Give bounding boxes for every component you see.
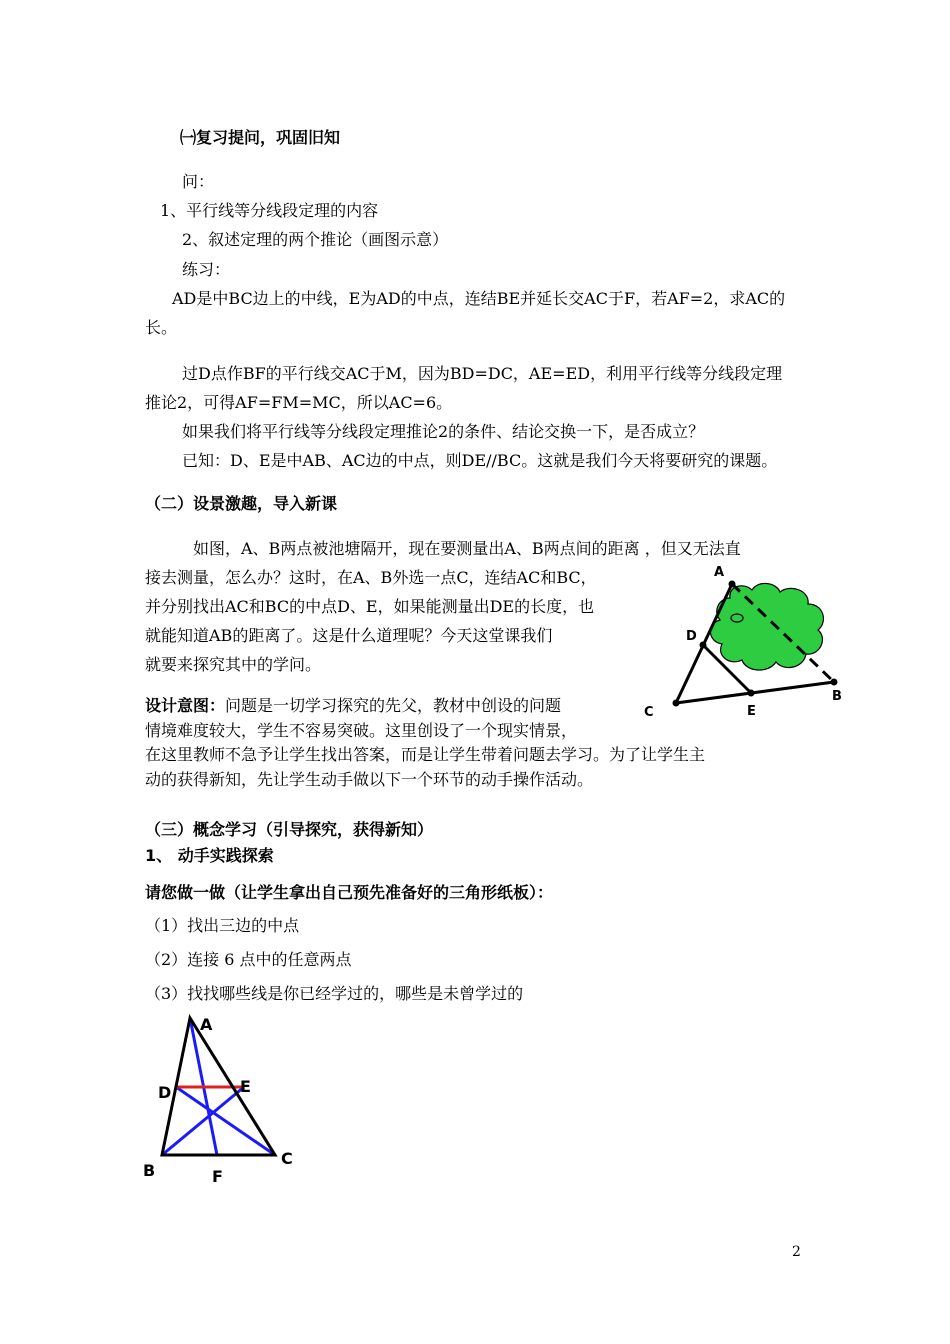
point-e	[748, 690, 755, 697]
task-step-2: （2）连接 6 点中的任意两点	[145, 950, 352, 969]
pond-triangle-figure	[640, 560, 850, 720]
design-intent-line-2: 情境难度较大，学生不容易突破。这里创设了一个现实情景，	[145, 721, 578, 740]
point-c	[673, 700, 680, 707]
label-a: A	[200, 1015, 213, 1034]
scenario-line-5: 就要来探究其中的学问。	[145, 655, 322, 674]
label-f: F	[212, 1167, 223, 1186]
section1-heading: ㈠复习提问，巩固旧知	[180, 128, 341, 147]
segment-cb	[676, 682, 834, 703]
midpoint-triangle-figure	[140, 1010, 310, 1190]
section3-subheading: 1、 动手实践探索	[145, 846, 274, 865]
design-intent-label: 设计意图：	[145, 696, 226, 715]
page-number: 2	[792, 1244, 801, 1260]
label-d: D	[686, 629, 697, 644]
solution-line-1: 过D点作BF的平行线交AC于M，因为BD=DC，AE=ED，利用平行线等分线段定理	[182, 364, 783, 383]
point-b	[831, 679, 838, 686]
task-step-3: （3）找找哪些线是你已经学过的，哪些是未曾学过的	[145, 984, 524, 1003]
label-d: D	[158, 1083, 172, 1102]
label-a: A	[714, 565, 725, 580]
question-1: 1、平行线等分线段定理的内容	[160, 201, 379, 220]
section2-heading: （二）设景激趣，导入新课	[145, 494, 338, 513]
transition-line-1: 如果我们将平行线等分线段定理推论2的条件、结论交换一下，是否成立？	[182, 422, 705, 441]
scenario-line-4: 就能知道AB的距离了。这是什么道理呢？今天这堂课我们	[145, 626, 553, 645]
label-b: B	[143, 1161, 156, 1180]
design-intent-line-1	[145, 694, 561, 718]
solution-line-2: 推论2，可得AF=FM=MC，所以AC=6。	[145, 393, 453, 412]
label-e: E	[747, 704, 756, 719]
scenario-line-3: 并分别找出AC和BC的中点D、E，如果能测量出DE的长度，也	[145, 597, 595, 616]
median-c-d	[176, 1087, 275, 1155]
section3-heading: （三）概念学习（引导探究，获得新知）	[145, 820, 434, 839]
point-d	[700, 642, 707, 649]
transition-line-2: 已知：D、E是中AB、AC边的中点，则DE//BC。这就是我们今天将要研究的课题。	[182, 451, 778, 470]
problem-line-1: AD是中BC边上的中线，E为AD的中点，连结BE并延长交AC于F，若AF=2，求AC的	[172, 289, 786, 308]
label-e: E	[240, 1077, 251, 1096]
problem-line-2: 长。	[145, 318, 178, 337]
design-intent-line-3: 在这里教师不急予让学生找出答案，而是让学生带着问题去学习。为了让学生主	[145, 745, 706, 764]
design-intent-line-4: 动的获得新知，先让学生动手做以下一个环节的动手操作活动。	[145, 770, 594, 789]
label-b: B	[832, 689, 842, 704]
label-c: C	[281, 1149, 293, 1168]
point-a	[729, 581, 736, 588]
design-intent-text-1: 问题是一切学习探究的先父，教材中创设的问题	[225, 696, 562, 715]
label-c: C	[644, 705, 654, 720]
question-2: 2、叙述定理的两个推论（画图示意）	[182, 230, 449, 249]
practice-label: 练习：	[182, 260, 231, 279]
task-heading: 请您做一做（让学生拿出自己预先准备好的三角形纸板）：	[145, 883, 554, 902]
scenario-line-2: 接去测量，怎么办？这时，在A、B外选一点C，连结AC和BC，	[145, 568, 597, 587]
task-step-1: （1）找出三边的中点	[145, 916, 300, 935]
scenario-line-1: 如图，A、B两点被池塘隔开，现在要测量出A、B两点间的距离 ，但又无法直	[193, 539, 741, 558]
question-label: 问：	[182, 172, 215, 191]
